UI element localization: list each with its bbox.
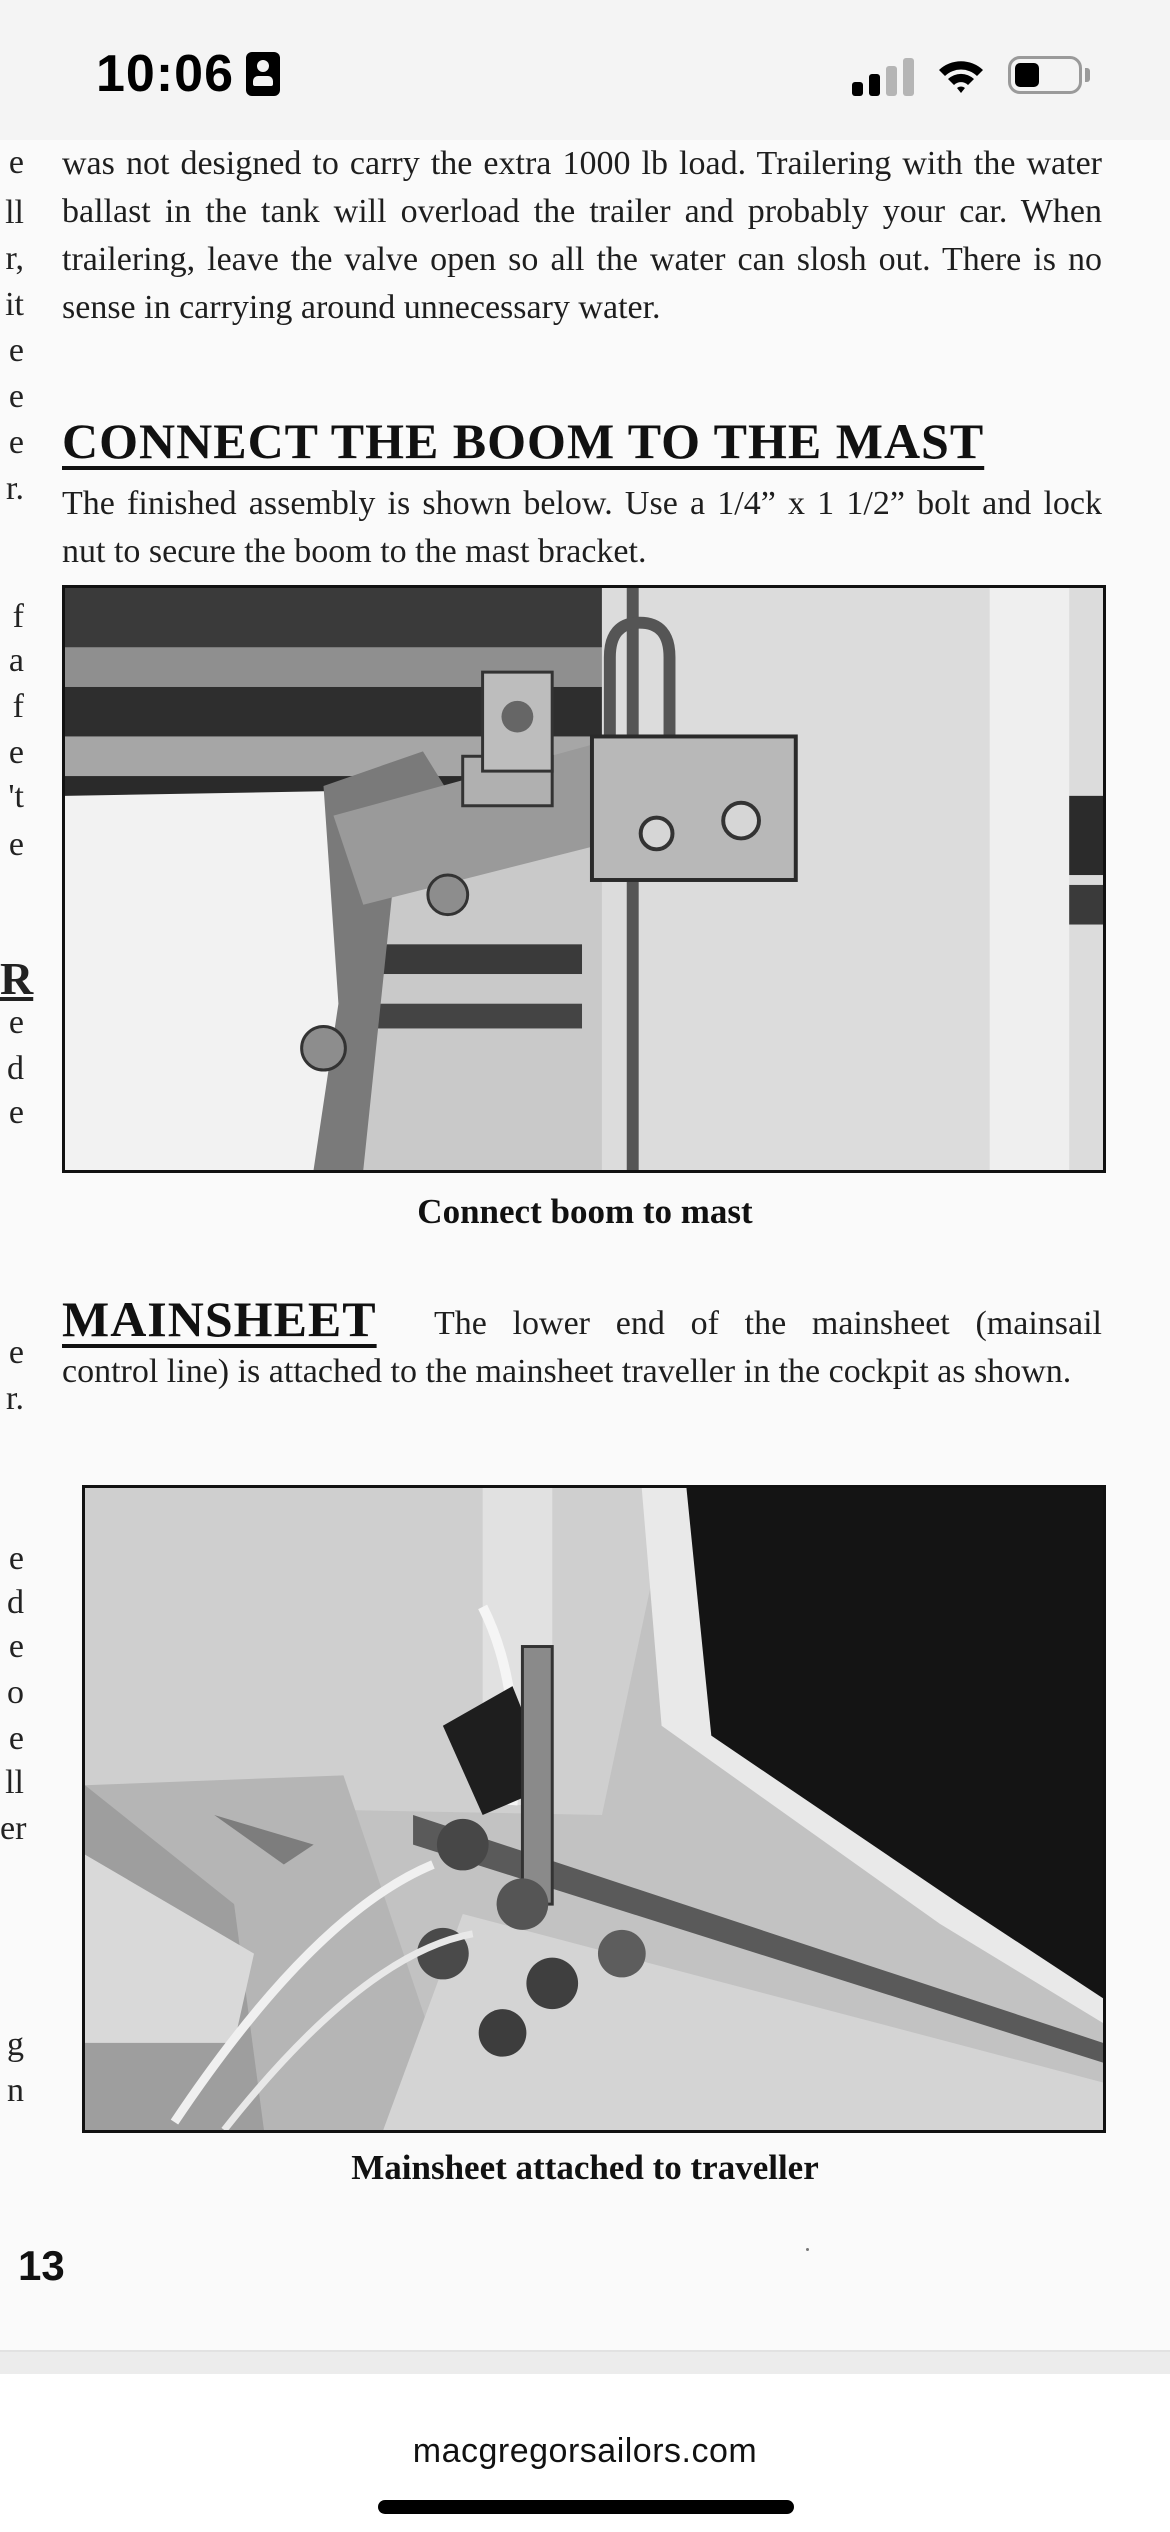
bottom-bar-shade: [0, 2352, 1170, 2374]
photo-boom-mast: [62, 585, 1106, 1173]
left-column-fragment: ll: [5, 194, 24, 231]
left-column-fragment: R: [0, 953, 34, 1004]
scan-speck: [806, 2248, 809, 2251]
left-column-fragment: r,: [5, 240, 24, 277]
left-column-fragment: e: [8, 826, 24, 863]
left-column-fragment: e: [8, 1628, 24, 1665]
intro-paragraph: was not designed to carry the extra 1000 lb load. Trailering with the water ballast in the tank will overload the trailer and probably your car. When trailering, leave the valve open so all the water can slosh out. There is no sense in carrying around unnecessary water.: [62, 145, 1102, 326]
left-column-fragment: e: [8, 332, 24, 369]
browser-bottom-bar: [0, 2350, 1170, 2532]
url-bar[interactable]: macgregorsailors.com: [412, 2432, 758, 2470]
left-column-fragment: e: [8, 1720, 24, 1757]
contact-card-icon: [246, 52, 280, 96]
left-column-fragment: e: [8, 144, 24, 181]
left-column-fragment: d: [7, 1050, 24, 1087]
left-column-fragment: a: [8, 642, 24, 679]
section-heading-mainsheet: MAINSHEET: [62, 1291, 377, 1347]
battery-icon: [1008, 56, 1082, 94]
left-column-fragment: ll: [5, 1764, 24, 1801]
left-column-fragment: e: [8, 1334, 24, 1371]
left-column-fragment: d: [7, 1584, 24, 1621]
left-column-fragment: o: [7, 1674, 24, 1711]
cellular-signal-icon: [852, 58, 916, 96]
left-column-fragment: e: [8, 1094, 24, 1131]
caption-boom-mast: Connect boom to mast: [417, 1192, 753, 1231]
left-column-fragment: 't: [8, 778, 24, 815]
left-column-fragment: er: [0, 1810, 27, 1847]
left-column-fragment: n: [7, 2072, 24, 2109]
left-column-fragment: f: [12, 688, 24, 725]
status-bar: [0, 0, 1170, 140]
section-heading-boom: CONNECT THE BOOM TO THE MAST: [62, 413, 985, 469]
battery-level: [1015, 63, 1039, 87]
left-column-fragment: f: [12, 598, 24, 635]
left-column-fragment: e: [8, 424, 24, 461]
page-number: 13: [18, 2242, 65, 2289]
left-column-fragment: g: [7, 2026, 24, 2063]
manual-page[interactable]: [0, 140, 1170, 2350]
caption-mainsheet-traveller: Mainsheet attached to traveller: [351, 2148, 819, 2187]
battery-tip: [1085, 68, 1090, 82]
left-column-fragment: e: [8, 1540, 24, 1577]
section-body-mainsheet: The lower end of the mainsheet (mainsail control line) is attached to the mainsheet traveller in the cockpit as shown.: [62, 1305, 1102, 1390]
status-time: 10:06: [96, 45, 234, 103]
left-column-fragment: r.: [6, 470, 24, 507]
left-column-fragment: e: [8, 378, 24, 415]
left-column-fragment: e: [8, 1004, 24, 1041]
home-indicator[interactable]: [378, 2500, 794, 2514]
section-body-boom: The finished assembly is shown below. Use a 1/4” x 1 1/2” bolt and lock nut to secure the boom to the mast bracket.: [62, 485, 1102, 570]
left-column-fragment: it: [5, 286, 24, 323]
left-column-fragment: e: [8, 734, 24, 771]
left-column-fragment: r.: [6, 1380, 24, 1417]
photo-mainsheet-traveller: [82, 1485, 1106, 2133]
wifi-icon: [937, 56, 985, 96]
